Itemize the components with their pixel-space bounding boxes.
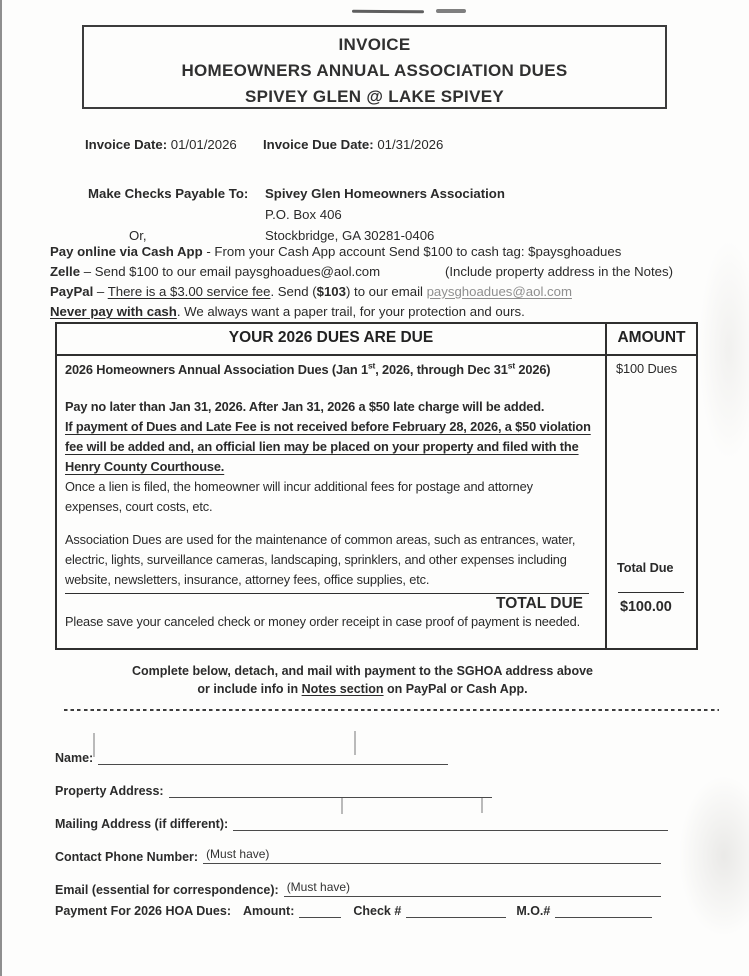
cashapp-instructions: - From your Cash App account Send $100 to cash tag: $paysghoadues — [202, 244, 622, 259]
form-row-property-address — [55, 779, 492, 798]
paypal-amount: $103 — [316, 284, 346, 299]
paypal-send-text: . Send ( — [270, 284, 317, 299]
invoice-due-date — [263, 136, 443, 154]
phone-field-line — [203, 847, 661, 864]
email-field-line — [284, 880, 661, 897]
invoice-due-date-label: Invoice Due Date: — [263, 137, 374, 152]
paypal-email-link[interactable]: paysghoadues@aol.com — [426, 284, 572, 299]
late-charge-line: Pay no later than Jan 31, 2026. After Jan 31, 2026 a $50 late charge will be added. — [65, 399, 545, 414]
total-amount-value: $100.00 — [620, 599, 672, 615]
paypal-email-text: ) to our email — [345, 284, 427, 299]
paypal-label: PayPal — [50, 284, 94, 299]
dues-period-line: 2026 Homeowners Annual Association Dues (Jan 1st, 2026, through Dec 31st 2026) — [65, 360, 551, 377]
total-due-label: TOTAL DUE — [496, 595, 583, 612]
money-order-field-line — [555, 901, 652, 918]
save-receipt-note: Please save your canceled check or money order receipt in case proof of payment is needed. — [65, 614, 581, 629]
invoice-due-date-value: 01/31/2026 — [377, 137, 444, 152]
money-order-label: M.O.# — [516, 904, 551, 918]
payee-name: Spivey Glen Homeowners Association — [265, 186, 505, 201]
phone-must-have-note: (Must have) — [206, 847, 270, 861]
detach-instructions — [55, 663, 670, 698]
dues-header-title: YOUR 2026 DUES ARE DUE — [228, 329, 434, 346]
invoice-title-box — [82, 25, 667, 109]
mailing-address-label: Mailing Address (if different): — [55, 817, 229, 831]
amount-field-line — [299, 901, 341, 918]
check-number-field-line — [406, 901, 506, 918]
mailing-address-field-line — [233, 814, 668, 831]
scan-edge-line — [0, 0, 2, 976]
invoice-date-value: 01/01/2026 — [170, 137, 237, 152]
paypal-fee-note: There is a $3.00 service fee — [107, 284, 271, 299]
no-cash-explanation: . We always want a paper trail, for your protection and ours. — [176, 304, 525, 319]
email-must-have-note: (Must have) — [286, 880, 351, 894]
payee-or: Or, — [129, 228, 147, 243]
name-field-line — [98, 748, 448, 765]
invoice-date-label: Invoice Date: — [85, 137, 168, 152]
invoice-date — [85, 136, 237, 154]
amount-label: Amount: — [242, 904, 295, 918]
form-row-payment — [55, 899, 652, 918]
cashapp-label: Pay online via Cash App — [50, 244, 203, 259]
payment-for-dues-label: Payment For 2026 HOA Dues: — [55, 904, 231, 918]
dues-amount: $100 Dues — [616, 361, 677, 376]
payment-cashapp-line — [50, 242, 720, 262]
form-row-phone — [55, 845, 661, 864]
dues-table — [55, 322, 698, 650]
payment-zelle-line — [50, 262, 720, 282]
detach-line1: Complete below, detach, and mail with payment to the SGHOA address above — [132, 664, 593, 678]
zelle-instructions: – Send $100 to our email paysghoadues@aol.com — [80, 264, 381, 279]
payment-no-cash-line — [50, 302, 720, 322]
amount-cell — [605, 356, 696, 648]
form-row-name — [55, 746, 448, 765]
no-cash-warning: Never pay with cash — [50, 304, 177, 319]
invoice-community-name: SPIVEY GLEN @ LAKE SPIVEY — [245, 87, 504, 106]
invoice-title: INVOICE — [338, 35, 411, 54]
dues-usage-description: Association Dues are used for the maintenance of common areas, such as entrances, water, electric, lights, surveillance cameras, landscaping, sprinklers, and other expenses including website, newsletters, insurance, attorney fees, office supplies, etc. — [65, 532, 576, 587]
lien-consequences: Once a lien is filed, the homeowner will incur additional fees for postage and attorney expenses, court costs, etc. — [65, 479, 533, 514]
payee-po-box: P.O. Box 406 — [265, 207, 342, 222]
scan-blot — [679, 776, 749, 936]
invoice-subtitle: HOMEOWNERS ANNUAL ASSOCIATION DUES — [181, 61, 568, 80]
scan-smudge — [352, 10, 424, 14]
detach-dashed-line — [64, 709, 719, 711]
dues-description-cell — [57, 356, 605, 648]
total-due-side-label: Total Due — [617, 560, 674, 575]
form-row-mailing-address — [55, 812, 668, 831]
notes-section-ref: Notes section — [301, 681, 384, 696]
name-label: Name: — [55, 751, 94, 765]
property-address-field-line — [169, 781, 492, 798]
payee-city: Stockbridge, GA 30281-0406 — [265, 228, 435, 243]
property-address-label: Property Address: — [55, 784, 164, 798]
zelle-label: Zelle — [50, 264, 81, 279]
amount-column-header: AMOUNT — [605, 324, 696, 354]
zelle-note: (Include property address in the Notes) — [445, 264, 673, 279]
detach-line2: or include info in Notes section on PayPal or Cash App. — [197, 681, 528, 696]
payment-paypal-line — [50, 282, 720, 302]
violation-warning: If payment of Dues and Late Fee is not received before February 28, 2026, a $50 violation fee will be added and, an official lien may be placed on your property and filed with the Henry County Courthouse. — [65, 419, 591, 474]
check-number-label: Check # — [353, 904, 402, 918]
email-label: Email (essential for correspondence): — [55, 883, 279, 897]
form-row-email — [55, 878, 661, 897]
dues-table-header — [57, 324, 696, 356]
amount-divider-line — [618, 592, 684, 593]
scan-smudge — [436, 9, 466, 13]
payable-to-label: Make Checks Payable To: — [88, 186, 249, 201]
fold-mark — [481, 797, 483, 813]
phone-label: Contact Phone Number: — [55, 850, 199, 864]
paypal-dash: – — [93, 284, 108, 299]
